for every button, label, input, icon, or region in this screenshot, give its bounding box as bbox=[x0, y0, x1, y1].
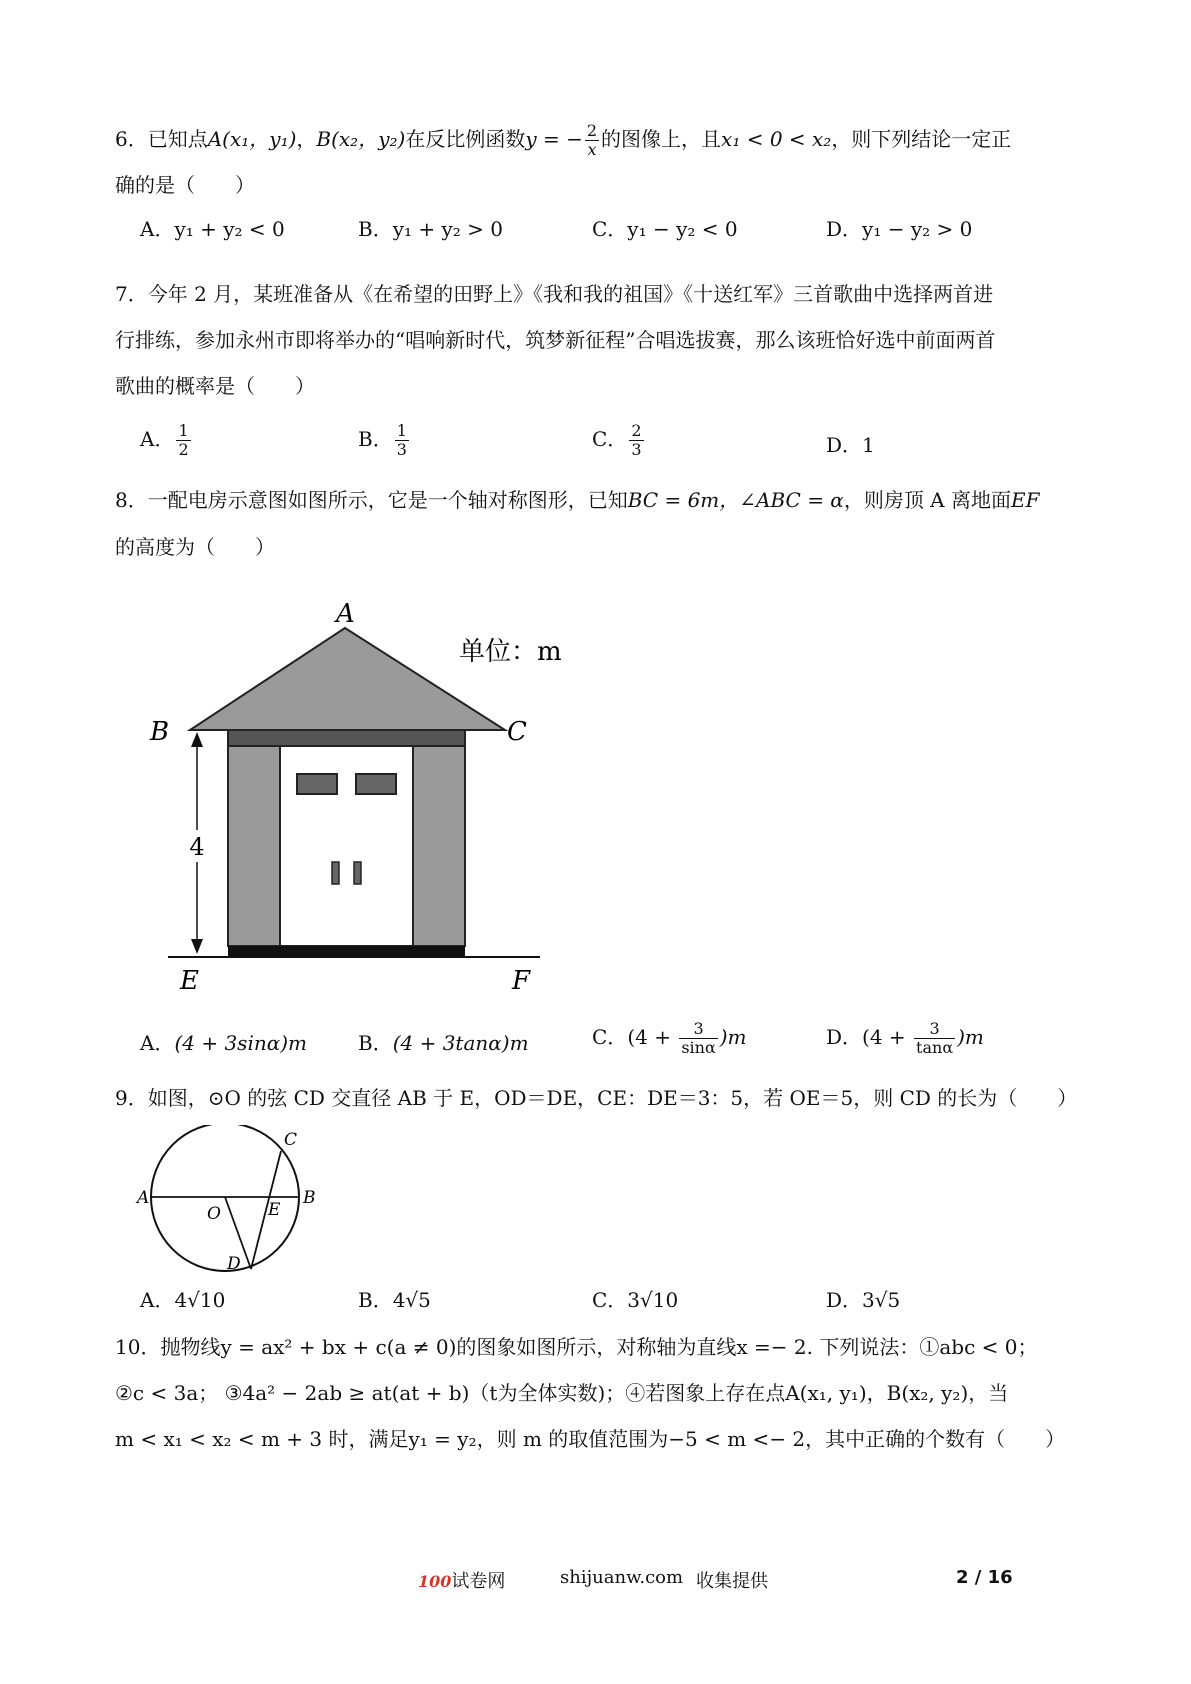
q7-option-a: A． $\frac{1}{2}$ bbox=[140, 421, 189, 459]
label-o: O bbox=[207, 1204, 221, 1224]
q8-option-a: A．(4 + 3sinα)m bbox=[140, 1031, 307, 1055]
handle-left bbox=[332, 862, 339, 884]
height-label: 4 bbox=[189, 833, 205, 861]
label-a: A bbox=[336, 599, 355, 629]
window-right bbox=[356, 774, 396, 794]
q6-option-b: B．y₁ + y₂ > 0 bbox=[358, 217, 503, 241]
q10-line3: m < x₁ < x₂ < m + 3 时，满足y₁ = y₂，则 m 的取值范围为−5 < m <− 2，其中正确的个数有（ ） bbox=[115, 1427, 1066, 1451]
q6-line2: 确的是（ ） bbox=[115, 173, 255, 197]
house-figure bbox=[140, 585, 590, 1005]
footer-logo bbox=[418, 1567, 505, 1593]
eave-band bbox=[228, 730, 465, 746]
q9-option-d: D．3√5 bbox=[826, 1288, 901, 1312]
roof bbox=[190, 628, 505, 730]
window-left bbox=[297, 774, 337, 794]
q6-line1: 6．已知点A(x₁，y₁)，B(x₂，y₂)在反比例函数y = − $\frac{2}{x}$ 的图像上，且x₁ < 0 < x₂，则下列结论一定正 bbox=[115, 121, 1012, 159]
logo-100: 100 bbox=[418, 1572, 452, 1591]
q6-option-d: D．y₁ − y₂ > 0 bbox=[826, 217, 973, 241]
left-wall bbox=[228, 746, 280, 946]
site-name: 试卷网 bbox=[451, 1571, 506, 1592]
q6-fraction: $\frac{2}{x}$ bbox=[586, 121, 598, 159]
label-b: B bbox=[303, 1188, 316, 1208]
label-a: A bbox=[137, 1188, 150, 1208]
q7-option-d: D．1 bbox=[826, 433, 875, 457]
label-b: B bbox=[150, 717, 170, 747]
right-wall bbox=[413, 746, 465, 946]
q10-line1: 10．抛物线y = ax² + bx + c(a ≠ 0)的图象如图所示，对称轴为直线x =− 2. 下列说法：①abc < 0； bbox=[115, 1335, 1038, 1359]
label-e: E bbox=[268, 1200, 281, 1220]
label-d: D bbox=[227, 1254, 241, 1274]
handle-right bbox=[354, 862, 361, 884]
q7-line2: 行排练，参加永州市即将举办的“唱响新时代，筑梦新征程”合唱选拔赛，那么该班恰好选中前面两首 bbox=[115, 328, 996, 352]
q9-option-c: C．3√10 bbox=[592, 1288, 679, 1312]
q9-line1: 9．如图，⊙O 的弦 CD 交直径 AB 于 E，OD＝DE，CE：DE＝3：5，若 OE＝5，则 CD 的长为（ ） bbox=[115, 1086, 1078, 1110]
provided-text: 收集提供 bbox=[696, 1571, 768, 1592]
q7-line1: 7．今年 2 月，某班准备从《在希望的田野上》《我和我的祖国》《十送红军》三首歌曲中选择两首进 bbox=[115, 282, 994, 306]
q10-line2: ②c < 3a； ③4a² − 2ab ≥ at(at + b)（t为全体实数)；④若图象上存在点A(x₁, y₁)，B(x₂, y₂)，当 bbox=[115, 1381, 1009, 1405]
q9-option-a: A．4√10 bbox=[140, 1288, 226, 1312]
label-f: F bbox=[512, 966, 531, 996]
q6-option-a: A．y₁ + y₂ < 0 bbox=[140, 217, 285, 241]
label-c: C bbox=[284, 1130, 298, 1150]
q8-line2: 的高度为（ ） bbox=[115, 535, 275, 559]
site-url: shijuanw.com bbox=[560, 1567, 684, 1588]
q8-option-d: D．(4 + $\frac{3}{\tan\alpha}$ )m bbox=[826, 1019, 984, 1057]
q8-option-c: C．(4 + $\frac{3}{\sin\alpha}$ )m bbox=[592, 1019, 747, 1057]
q8-option-b: B．(4 + 3tanα)m bbox=[358, 1031, 529, 1055]
q7-line3: 歌曲的概率是（ ） bbox=[115, 374, 315, 398]
page-number: 2 / 16 bbox=[956, 1567, 1013, 1588]
q7-option-c: C． $\frac{2}{3}$ bbox=[592, 421, 642, 459]
q6-option-c: C．y₁ − y₂ < 0 bbox=[592, 217, 738, 241]
q7-option-b: B． $\frac{1}{3}$ bbox=[358, 421, 407, 459]
label-c: C bbox=[507, 717, 527, 747]
q9-option-b: B．4√5 bbox=[358, 1288, 431, 1312]
unit-label: 单位：m bbox=[459, 637, 562, 667]
circle-figure bbox=[135, 1125, 335, 1280]
label-e: E bbox=[180, 966, 199, 996]
base bbox=[228, 946, 465, 957]
q8-line1: 8．一配电房示意图如图所示，它是一个轴对称图形，已知BC = 6m，∠ABC = α，则房顶 A 离地面EF bbox=[115, 488, 1040, 512]
